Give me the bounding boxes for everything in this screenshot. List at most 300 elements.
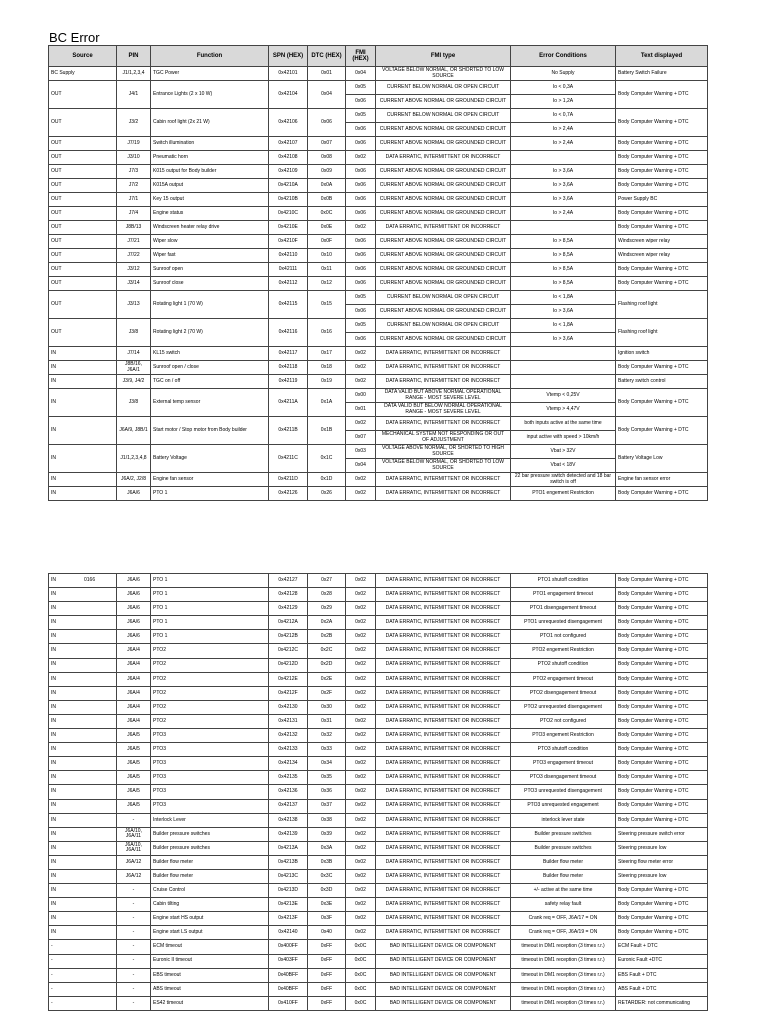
cell-source — [49, 574, 117, 588]
cell-function: Builder pressure switches — [151, 841, 269, 855]
cell-spn: 0x42133 — [269, 743, 308, 757]
cell-function: ABS timeout — [151, 982, 269, 996]
cell-fmi-type: DATA ERRATIC, INTERMITTENT OR INCORRECT — [376, 729, 511, 743]
cell-source: BC Supply — [49, 67, 117, 81]
cell-text-displayed: Windscreen wiper relay — [616, 235, 708, 249]
cell-pin: J6A/5 — [117, 785, 151, 799]
cell-pin: J6A/4 — [117, 700, 151, 714]
cell-pin: J7/19 — [117, 137, 151, 151]
cell-dtc: 0x0F — [308, 235, 346, 249]
cell-spn: 0x4210A — [269, 179, 308, 193]
cell-source — [49, 658, 117, 672]
cell-pin: - — [117, 926, 151, 940]
cell-function: PTO 1 — [151, 574, 269, 588]
table-row — [49, 813, 708, 827]
cell-fmi: 0x02 — [346, 729, 376, 743]
cell-text-displayed: Body Computer Warning + DTC — [616, 630, 708, 644]
cell-pin: J6A/4 — [117, 672, 151, 686]
col-header-function: Function — [151, 46, 269, 67]
cell-error-condition: timeout in DM1 reception (3 times r.r.) — [511, 968, 616, 982]
cell-source: OUT — [49, 109, 117, 137]
cell-function: PTO3 — [151, 799, 269, 813]
table-row — [49, 109, 708, 123]
cell-function: Entrance Lights (2 x 10 W) — [151, 81, 269, 109]
cell-error-condition: PTO3 engagement timeout — [511, 757, 616, 771]
cell-dtc: 0x2B — [308, 630, 346, 644]
cell-text-displayed: Body Computer Warning + DTC — [616, 588, 708, 602]
cell-spn: 0x42139 — [269, 827, 308, 841]
cell-source: OUT — [49, 277, 117, 291]
cell-function: PTO3 — [151, 757, 269, 771]
cell-fmi-type: DATA ERRATIC, INTERMITTENT OR INCORRECT — [376, 602, 511, 616]
cell-spn: 0x42116 — [269, 319, 308, 347]
cell-function: Cabin tilting — [151, 898, 269, 912]
cell-spn: 0x42126 — [269, 487, 308, 501]
table-row — [49, 165, 708, 179]
cell-fmi-type: DATA ERRATIC, INTERMITTENT OR INCORRECT — [376, 926, 511, 940]
cell-source-label: IN — [51, 717, 56, 724]
cell-error-condition: PTO1 engement Restriction — [511, 487, 616, 501]
cell-source-label: IN — [51, 619, 56, 626]
cell-fmi: 0x06 — [346, 179, 376, 193]
cell-fmi-type: BAD INTELLIGENT DEVICE OR COMPONENT — [376, 954, 511, 968]
cell-source-label: - — [51, 971, 53, 978]
cell-error-condition: interlock lever state — [511, 813, 616, 827]
cell-source — [49, 700, 117, 714]
cell-text-displayed: Battery Switch Failure — [616, 67, 708, 81]
cell-source — [49, 813, 117, 827]
table-row — [49, 954, 708, 968]
cell-fmi: 0x06 — [346, 95, 376, 109]
cell-source: OUT — [49, 151, 117, 165]
cell-fmi: 0x02 — [346, 799, 376, 813]
cell-function: Sunroof close — [151, 277, 269, 291]
cell-fmi: 0x06 — [346, 277, 376, 291]
cell-dtc: 0x15 — [308, 291, 346, 319]
cell-fmi-type: DATA ERRATIC, INTERMITTENT OR INCORRECT — [376, 912, 511, 926]
cell-error-condition: PTO1 not configured — [511, 630, 616, 644]
cell-fmi-type: DATA ERRATIC, INTERMITTENT OR INCORRECT — [376, 799, 511, 813]
cell-dtc: 0x32 — [308, 729, 346, 743]
cell-fmi: 0x02 — [346, 473, 376, 487]
cell-pin: J7/3 — [117, 165, 151, 179]
table-row — [49, 221, 708, 235]
cell-text-displayed: Body Computer Warning + DTC — [616, 757, 708, 771]
cell-function: PTO2 — [151, 644, 269, 658]
cell-source-label: IN — [51, 858, 56, 865]
cell-fmi-type: DATA ERRATIC, INTERMITTENT OR INCORRECT — [376, 813, 511, 827]
table-row — [49, 757, 708, 771]
cell-fmi: 0x01 — [346, 403, 376, 417]
cell-dtc: 0xFF — [308, 982, 346, 996]
cell-error-condition: Builder pressure switches — [511, 827, 616, 841]
cell-source — [49, 982, 117, 996]
cell-fmi-type: DATA ERRATIC, INTERMITTENT OR INCORRECT — [376, 869, 511, 883]
cell-function: Engine status — [151, 207, 269, 221]
table-row — [49, 249, 708, 263]
cell-source: OUT — [49, 193, 117, 207]
cell-fmi: 0x0C — [346, 954, 376, 968]
cell-source: OUT — [49, 221, 117, 235]
cell-text-displayed: Body Computer Warning + DTC — [616, 658, 708, 672]
cell-text-displayed: Body Computer Warning + DTC — [616, 898, 708, 912]
cell-source-label: IN — [51, 647, 56, 654]
cell-source — [49, 841, 117, 855]
cell-source — [49, 729, 117, 743]
table-row — [49, 996, 708, 1010]
cell-dtc: 0x2F — [308, 686, 346, 700]
cell-text-displayed: Body Computer Warning + DTC — [616, 813, 708, 827]
cell-pin: J7/21 — [117, 235, 151, 249]
cell-dtc: 0x1C — [308, 445, 346, 473]
cell-source — [49, 714, 117, 728]
cell-fmi: 0x02 — [346, 855, 376, 869]
cell-error-condition: Io < 1,8A — [511, 319, 616, 333]
cell-fmi-type: DATA VALID BUT BELOW NORMAL OPERATIONAL RANGE - MOST SEVERE LEVEL — [376, 403, 511, 417]
cell-text-displayed: Body Computer Warning + DTC — [616, 165, 708, 179]
cell-source-label: IN — [51, 731, 56, 738]
cell-fmi-type: CURRENT BELOW NORMAL OR OPEN CIRCUIT — [376, 319, 511, 333]
cell-error-condition: Vbat < 18V — [511, 459, 616, 473]
cell-error-condition: Io > 2,4A — [511, 207, 616, 221]
cell-text-displayed: ECM Fault + DTC — [616, 940, 708, 954]
cell-source-label: IN — [51, 703, 56, 710]
table-row — [49, 771, 708, 785]
col-header-fmi: FMI (HEX) — [346, 46, 376, 67]
cell-spn: 0x4212F — [269, 686, 308, 700]
table-row — [49, 841, 708, 855]
cell-error-condition: Builder flow meter — [511, 869, 616, 883]
table-row — [49, 487, 708, 501]
cell-error-condition: Vbat > 32V — [511, 445, 616, 459]
cell-text-displayed: Body Computer Warning + DTC — [616, 785, 708, 799]
cell-dtc: 0x0E — [308, 221, 346, 235]
cell-source-label: IN — [51, 830, 56, 837]
cell-fmi: 0x02 — [346, 574, 376, 588]
cell-text-displayed: Engine fan sensor error — [616, 473, 708, 487]
page-title: BC Error — [49, 30, 100, 45]
cell-error-condition: PTO3 unrequested engagement — [511, 799, 616, 813]
cell-function: Key 15 output — [151, 193, 269, 207]
table-row — [49, 898, 708, 912]
cell-text-displayed: Body Computer Warning + DTC — [616, 221, 708, 235]
cell-error-condition: timeout in DM1 reception (3 times r.r.) — [511, 940, 616, 954]
cell-fmi-type: DATA ERRATIC, INTERMITTENT OR INCORRECT — [376, 700, 511, 714]
cell-dtc: 0x36 — [308, 785, 346, 799]
cell-source-label: - — [51, 985, 53, 992]
cell-pin: J6A/6 — [117, 574, 151, 588]
cell-error-condition: Io > 8,5A — [511, 249, 616, 263]
cell-spn: 0x40BFF — [269, 968, 308, 982]
cell-function: K015A output — [151, 179, 269, 193]
cell-source — [49, 926, 117, 940]
cell-text-displayed: Power Supply BC — [616, 193, 708, 207]
cell-dtc: 0x29 — [308, 602, 346, 616]
cell-function: Engine start LS output — [151, 926, 269, 940]
cell-dtc: 0xFF — [308, 996, 346, 1010]
cell-fmi-type: DATA ERRATIC, INTERMITTENT OR INCORRECT — [376, 757, 511, 771]
cell-dtc: 0x09 — [308, 165, 346, 179]
cell-source — [49, 898, 117, 912]
cell-function: PTO3 — [151, 743, 269, 757]
cell-fmi: 0x05 — [346, 291, 376, 305]
cell-source — [49, 799, 117, 813]
cell-spn: 0x42129 — [269, 602, 308, 616]
cell-dtc: 0xFF — [308, 968, 346, 982]
cell-source: IN — [49, 487, 117, 501]
cell-spn: 0x4211B — [269, 417, 308, 445]
cell-dtc: 0xFF — [308, 940, 346, 954]
cell-fmi: 0x06 — [346, 193, 376, 207]
cell-source-code: 0166 — [84, 576, 96, 583]
cell-fmi: 0x02 — [346, 658, 376, 672]
cell-function: Rotating light 1 (70 W) — [151, 291, 269, 319]
table-row — [49, 686, 708, 700]
cell-fmi: 0x02 — [346, 898, 376, 912]
cell-text-displayed: Body Computer Warning + DTC — [616, 700, 708, 714]
cell-error-condition: both inputs active at the same time — [511, 417, 616, 431]
cell-text-displayed: Body Computer Warning + DTC — [616, 729, 708, 743]
cell-dtc: 0x04 — [308, 81, 346, 109]
col-header-text-displayed: Text displayed — [616, 46, 708, 67]
cell-fmi-type: DATA ERRATIC, INTERMITTENT OR INCORRECT — [376, 771, 511, 785]
cell-source-label: IN — [51, 901, 56, 908]
cell-source-label: - — [51, 943, 53, 950]
cell-text-displayed: Body Computer Warning + DTC — [616, 277, 708, 291]
cell-dtc: 0x16 — [308, 319, 346, 347]
cell-source: OUT — [49, 263, 117, 277]
cell-error-condition — [511, 347, 616, 361]
cell-fmi: 0x02 — [346, 361, 376, 375]
cell-error-condition — [511, 375, 616, 389]
col-header-spn: SPN (HEX) — [269, 46, 308, 67]
cell-spn: 0x42106 — [269, 109, 308, 137]
cell-fmi-type: DATA ERRATIC, INTERMITTENT OR INCORRECT — [376, 151, 511, 165]
cell-fmi-type: DATA ERRATIC, INTERMITTENT OR INCORRECT — [376, 347, 511, 361]
cell-spn: 0x42127 — [269, 574, 308, 588]
cell-function: PTO 1 — [151, 487, 269, 501]
cell-function: PTO3 — [151, 785, 269, 799]
cell-error-condition: Crank req = OFF, J6A/17 = ON — [511, 912, 616, 926]
col-header-dtc: DTC (HEX) — [308, 46, 346, 67]
cell-spn: 0x4210E — [269, 221, 308, 235]
cell-pin: J6A/10, J6A/11 — [117, 841, 151, 855]
cell-spn: 0x42117 — [269, 347, 308, 361]
cell-fmi: 0x04 — [346, 67, 376, 81]
cell-source-label: - — [51, 957, 53, 964]
table-row — [49, 855, 708, 869]
cell-fmi-type: DATA ERRATIC, INTERMITTENT OR INCORRECT — [376, 473, 511, 487]
cell-error-condition: PTO3 shutoff condition — [511, 743, 616, 757]
cell-fmi: 0x02 — [346, 714, 376, 728]
cell-pin: J6A/5 — [117, 743, 151, 757]
cell-source-label: IN — [51, 591, 56, 598]
cell-spn: 0x42130 — [269, 700, 308, 714]
cell-function: Wiper fast — [151, 249, 269, 263]
cell-text-displayed: EBS Fault + DTC — [616, 968, 708, 982]
cell-error-condition: Io > 3,6A — [511, 165, 616, 179]
table-row — [49, 235, 708, 249]
cell-spn: 0x403FF — [269, 954, 308, 968]
cell-fmi: 0x02 — [346, 588, 376, 602]
cell-function: KL15 switch — [151, 347, 269, 361]
table-row — [49, 67, 708, 81]
cell-fmi: 0x02 — [346, 672, 376, 686]
cell-fmi-type: DATA ERRATIC, INTERMITTENT OR INCORRECT — [376, 714, 511, 728]
cell-error-condition: Io < 0,3A — [511, 81, 616, 95]
cell-fmi-type: BAD INTELLIGENT DEVICE OR COMPONENT — [376, 982, 511, 996]
cell-pin: J3/14 — [117, 277, 151, 291]
cell-fmi-type: CURRENT ABOVE NORMAL OR GROUNDED CIRCUIT — [376, 137, 511, 151]
table-row — [49, 658, 708, 672]
table-row — [49, 714, 708, 728]
cell-fmi: 0x03 — [346, 445, 376, 459]
table-row — [49, 361, 708, 375]
table-row — [49, 588, 708, 602]
cell-fmi: 0x06 — [346, 263, 376, 277]
cell-pin: - — [117, 954, 151, 968]
cell-source: IN — [49, 389, 117, 417]
cell-function: PTO2 — [151, 672, 269, 686]
cell-dtc: 0x2C — [308, 644, 346, 658]
cell-fmi-type: CURRENT BELOW NORMAL OR OPEN CIRCUIT — [376, 291, 511, 305]
cell-function: TGC on / off — [151, 375, 269, 389]
cell-function: Engine start HS output — [151, 912, 269, 926]
cell-source-label: - — [51, 999, 53, 1006]
cell-spn: 0x42111 — [269, 263, 308, 277]
cell-fmi-type: CURRENT ABOVE NORMAL OR GROUNDED CIRCUIT — [376, 95, 511, 109]
cell-pin: J3/2 — [117, 109, 151, 137]
cell-source: IN — [49, 347, 117, 361]
cell-text-displayed: Flashing roof light — [616, 291, 708, 319]
cell-spn: 0x4212D — [269, 658, 308, 672]
col-header-fmi-type: FMI type — [376, 46, 511, 67]
cell-pin: J3/12 — [117, 263, 151, 277]
table-row — [49, 277, 708, 291]
cell-fmi: 0x0C — [346, 968, 376, 982]
cell-source-label: IN — [51, 760, 56, 767]
cell-source — [49, 686, 117, 700]
cell-source — [49, 954, 117, 968]
cell-spn: 0x4212B — [269, 630, 308, 644]
cell-spn: 0x42119 — [269, 375, 308, 389]
cell-fmi-type: BAD INTELLIGENT DEVICE OR COMPONENT — [376, 940, 511, 954]
cell-function: ES42 timeout — [151, 996, 269, 1010]
cell-pin: J3/13 — [117, 291, 151, 319]
cell-fmi-type: DATA ERRATIC, INTERMITTENT OR INCORRECT — [376, 644, 511, 658]
cell-pin: J6A/6 — [117, 588, 151, 602]
cell-spn: 0x42101 — [269, 67, 308, 81]
cell-function: PTO2 — [151, 714, 269, 728]
cell-pin: J8B/16, J6A/1 — [117, 361, 151, 375]
cell-spn: 0x4210C — [269, 207, 308, 221]
cell-dtc: 0x1D — [308, 473, 346, 487]
cell-source-label: IN — [51, 872, 56, 879]
col-header-source: Source — [49, 46, 117, 67]
cell-source: OUT — [49, 207, 117, 221]
cell-error-condition: Io > 2,4A — [511, 137, 616, 151]
cell-fmi-type: DATA ERRATIC, INTERMITTENT OR INCORRECT — [376, 658, 511, 672]
cell-spn: 0x4213B — [269, 855, 308, 869]
cell-fmi: 0x02 — [346, 771, 376, 785]
cell-source — [49, 827, 117, 841]
cell-dtc: 0x31 — [308, 714, 346, 728]
cell-text-displayed: Steering pressure low — [616, 869, 708, 883]
cell-spn: 0x4210B — [269, 193, 308, 207]
cell-dtc: 0x3D — [308, 884, 346, 898]
cell-error-condition: Io < 0,7A — [511, 109, 616, 123]
cell-pin: - — [117, 968, 151, 982]
cell-spn: 0x42115 — [269, 291, 308, 319]
cell-dtc: 0x07 — [308, 137, 346, 151]
cell-text-displayed: Body Computer Warning + DTC — [616, 799, 708, 813]
table-row — [49, 672, 708, 686]
cell-spn: 0x42104 — [269, 81, 308, 109]
cell-fmi-type: VOLTAGE BELOW NORMAL, OR SHORTED TO LOW SOURCE — [376, 459, 511, 473]
cell-error-condition: PTO3 unrequested disengagement — [511, 785, 616, 799]
cell-text-displayed: Euronic Fault +DTC — [616, 954, 708, 968]
cell-source — [49, 968, 117, 982]
cell-fmi: 0x02 — [346, 813, 376, 827]
cell-text-displayed: RETARDER: not communicating — [616, 996, 708, 1010]
cell-spn: 0x42138 — [269, 813, 308, 827]
cell-spn: 0x4210F — [269, 235, 308, 249]
table-row — [49, 602, 708, 616]
cell-fmi: 0x06 — [346, 305, 376, 319]
cell-fmi: 0x02 — [346, 757, 376, 771]
cell-source — [49, 912, 117, 926]
cell-fmi: 0x02 — [346, 884, 376, 898]
cell-spn: 0x4213C — [269, 869, 308, 883]
cell-text-displayed: Flashing roof light — [616, 319, 708, 347]
cell-error-condition: +/- active at the same time — [511, 884, 616, 898]
cell-pin: J6A/6 — [117, 630, 151, 644]
cell-source: OUT — [49, 249, 117, 263]
cell-text-displayed: Battery Voltage Low — [616, 445, 708, 473]
cell-source: OUT — [49, 81, 117, 109]
cell-source-label: IN — [51, 788, 56, 795]
cell-spn: 0x42136 — [269, 785, 308, 799]
cell-text-displayed: Body Computer Warning + DTC — [616, 672, 708, 686]
cell-pin: J3/8 — [117, 389, 151, 417]
cell-source — [49, 771, 117, 785]
cell-fmi: 0x02 — [346, 487, 376, 501]
cell-dtc: 0x2E — [308, 672, 346, 686]
table-row — [49, 743, 708, 757]
cell-fmi: 0x0C — [346, 996, 376, 1010]
cell-function: Windscreen heater relay drive — [151, 221, 269, 235]
cell-pin: - — [117, 813, 151, 827]
cell-fmi: 0x06 — [346, 165, 376, 179]
table-row — [49, 574, 708, 588]
cell-error-condition: PTO2 not configured — [511, 714, 616, 728]
cell-function: PTO3 — [151, 729, 269, 743]
cell-source — [49, 630, 117, 644]
cell-function: Start motor / Stop motor from Body builder — [151, 417, 269, 445]
cell-fmi-type: DATA ERRATIC, INTERMITTENT OR INCORRECT — [376, 827, 511, 841]
cell-fmi-type: DATA ERRATIC, INTERMITTENT OR INCORRECT — [376, 686, 511, 700]
cell-pin: J6A/5 — [117, 771, 151, 785]
cell-spn: 0x4213F — [269, 912, 308, 926]
cell-error-condition: Io > 3,6A — [511, 179, 616, 193]
cell-dtc: 0x08 — [308, 151, 346, 165]
cell-error-condition: PTO2 unrequested disengagement — [511, 700, 616, 714]
cell-function: Cabin roof light (2x 21 W) — [151, 109, 269, 137]
cell-dtc: 0x26 — [308, 487, 346, 501]
cell-error-condition: safety relay fault — [511, 898, 616, 912]
cell-error-condition: Io > 1,2A — [511, 95, 616, 109]
cell-error-condition: Io > 2,4A — [511, 123, 616, 137]
